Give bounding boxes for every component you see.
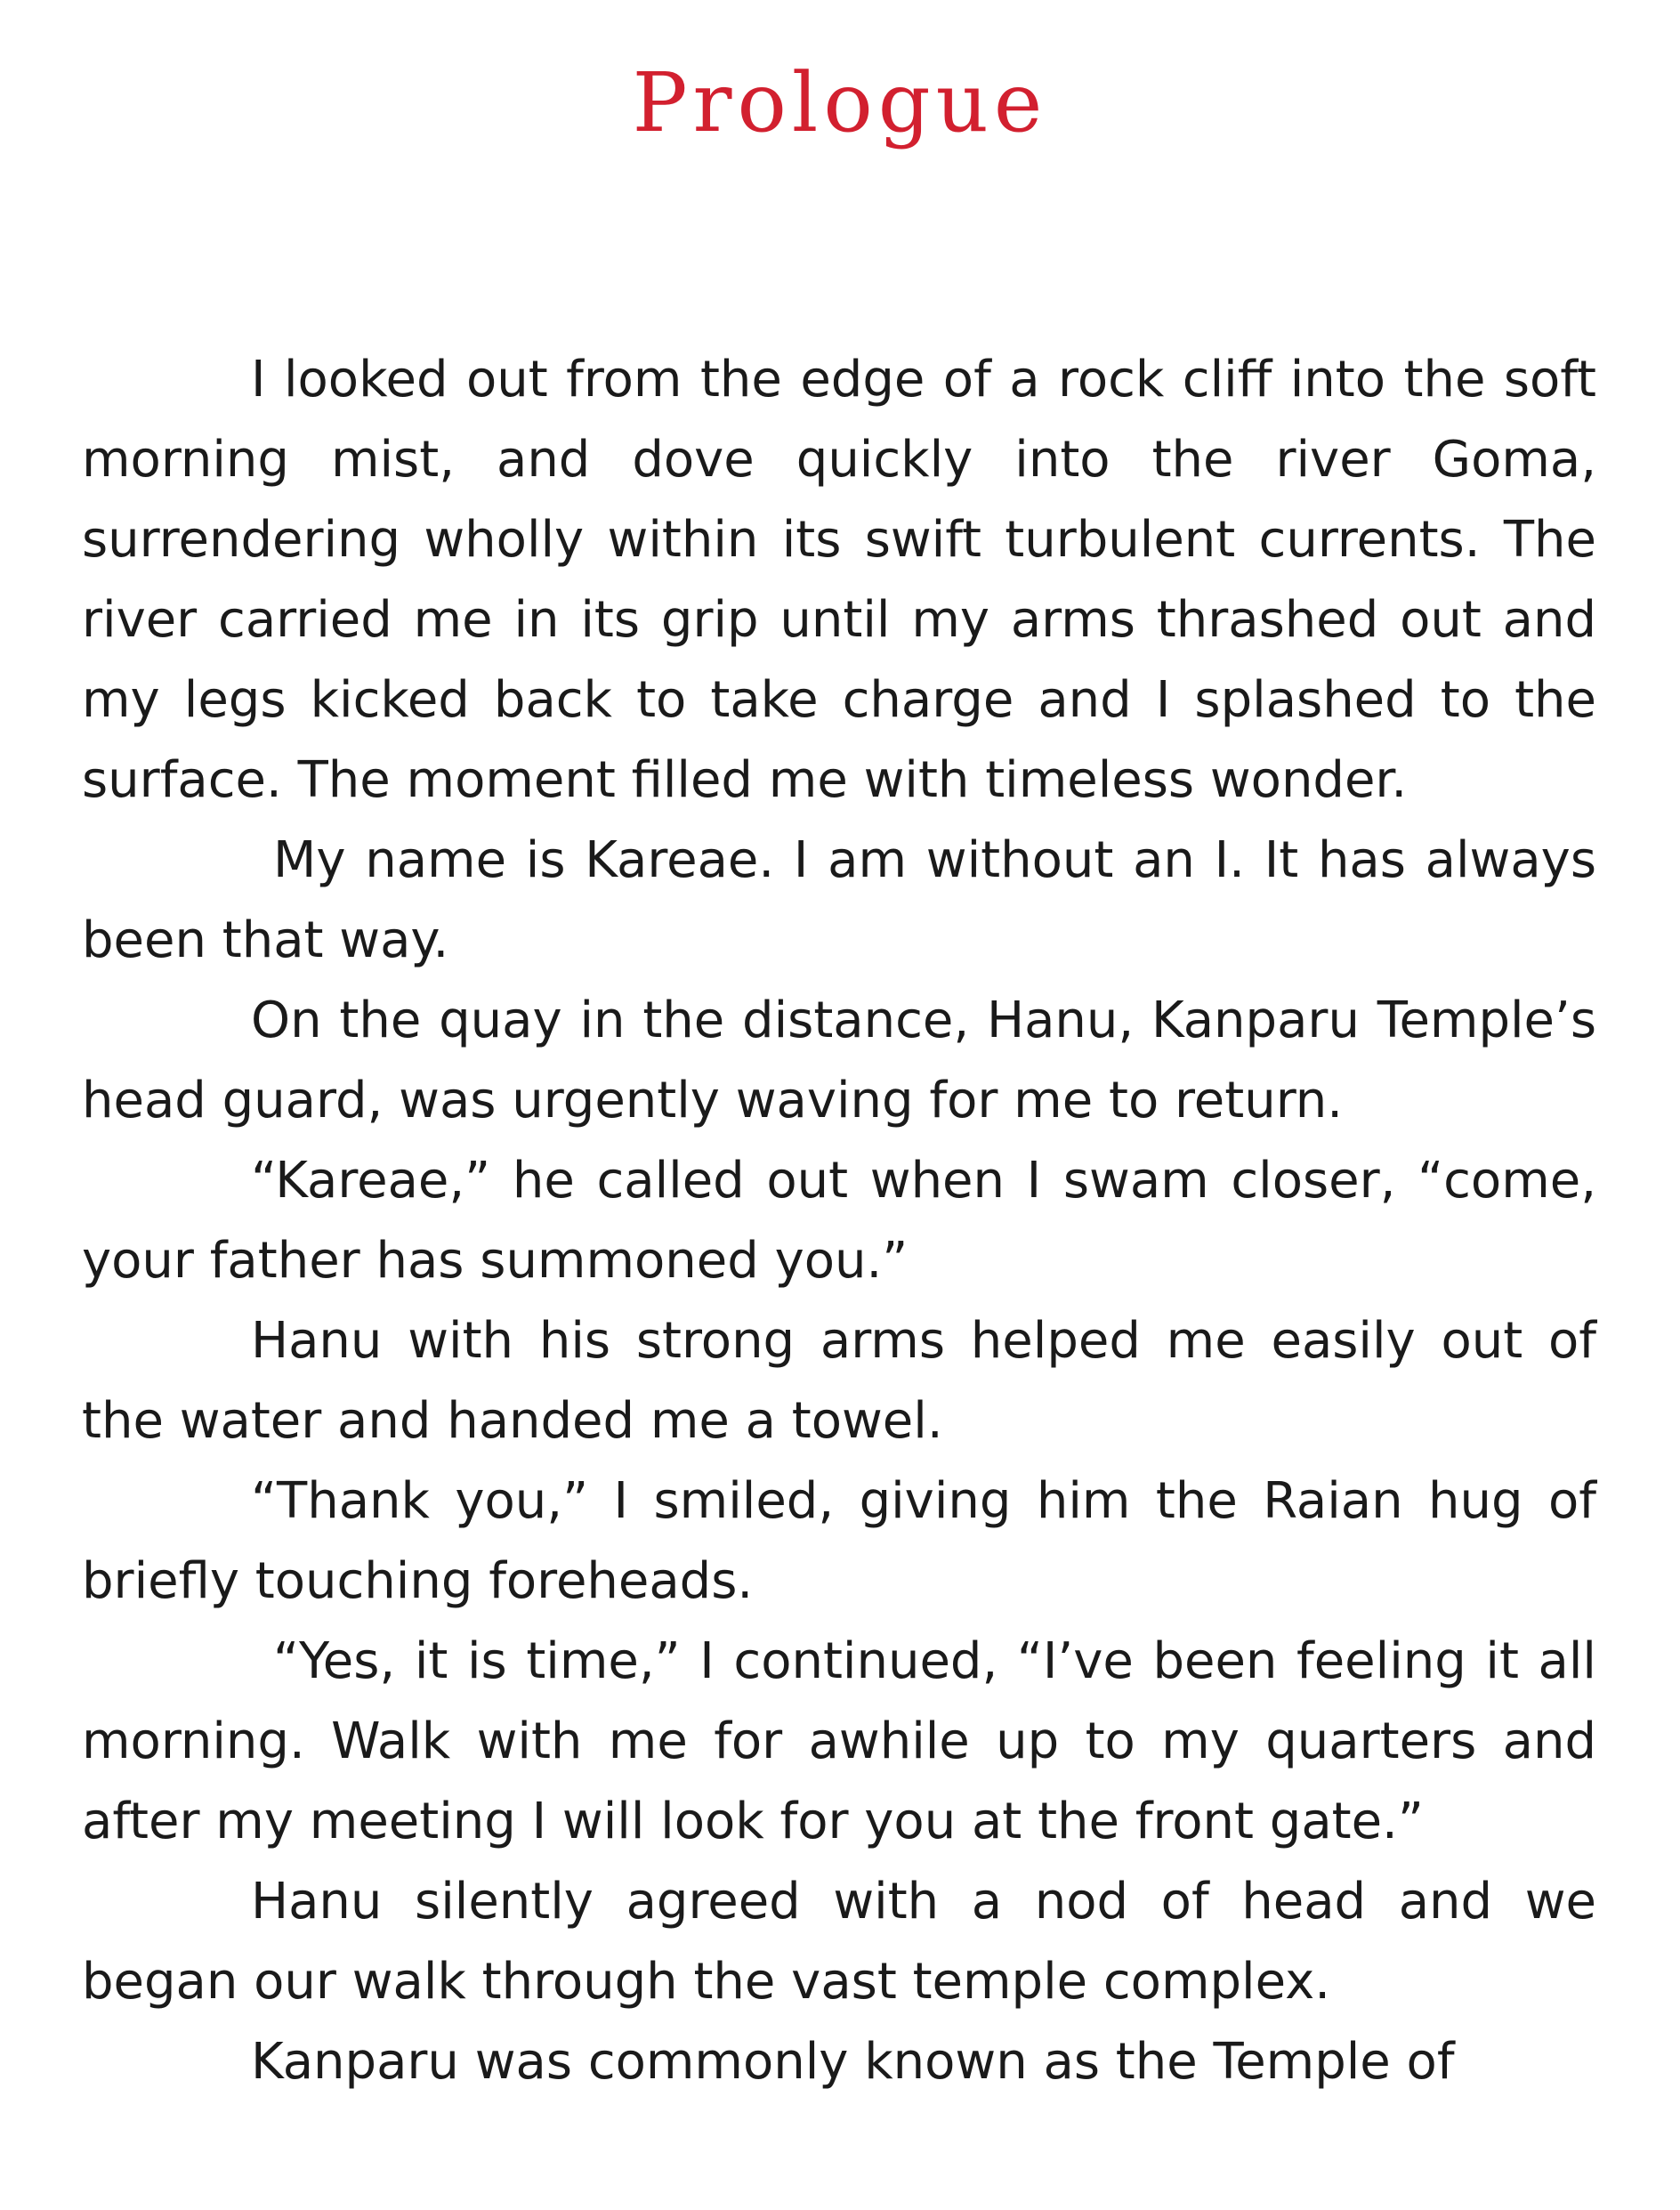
paragraph: “Yes, it is time,” I continued, “I’ve been feeling it all morning. Walk with me for awhile up to my quarters and after my meeting I will look for you at the front gate.” bbox=[82, 1632, 1596, 1850]
paragraph: Kanparu was commonly known as the Temple of bbox=[251, 2033, 1455, 2091]
paragraph: Hanu silently agreed with a nod of head and we began our walk through the vast temple complex. bbox=[82, 1873, 1596, 2011]
chapter-body bbox=[82, 340, 1596, 2102]
paragraph: My name is Kareae. I am without an I. It has always been that way. bbox=[82, 831, 1596, 969]
paragraph: Hanu with his strong arms helped me easily out of the water and handed me a towel. bbox=[82, 1312, 1596, 1450]
paragraph: “Thank you,” I smiled, giving him the Raian hug of briefly touching foreheads. bbox=[82, 1472, 1596, 1610]
paragraph: I looked out from the edge of a rock cliff into the soft morning mist, and dove quickly into the river Goma, surrendering wholly within its swift turbulent currents. The river carried me in its grip until my arms thrashed out and my legs kicked back to take charge and I splashed to the surface. The moment filled me with timeless wonder. bbox=[82, 351, 1596, 809]
paragraph: On the quay in the distance, Hanu, Kanparu Temple’s head guard, was urgently waving for me to return. bbox=[82, 992, 1596, 1129]
chapter-title: Prologue bbox=[632, 55, 1048, 150]
paragraph: “Kareae,” he called out when I swam closer, “come, your father has summoned you.” bbox=[82, 1152, 1596, 1290]
